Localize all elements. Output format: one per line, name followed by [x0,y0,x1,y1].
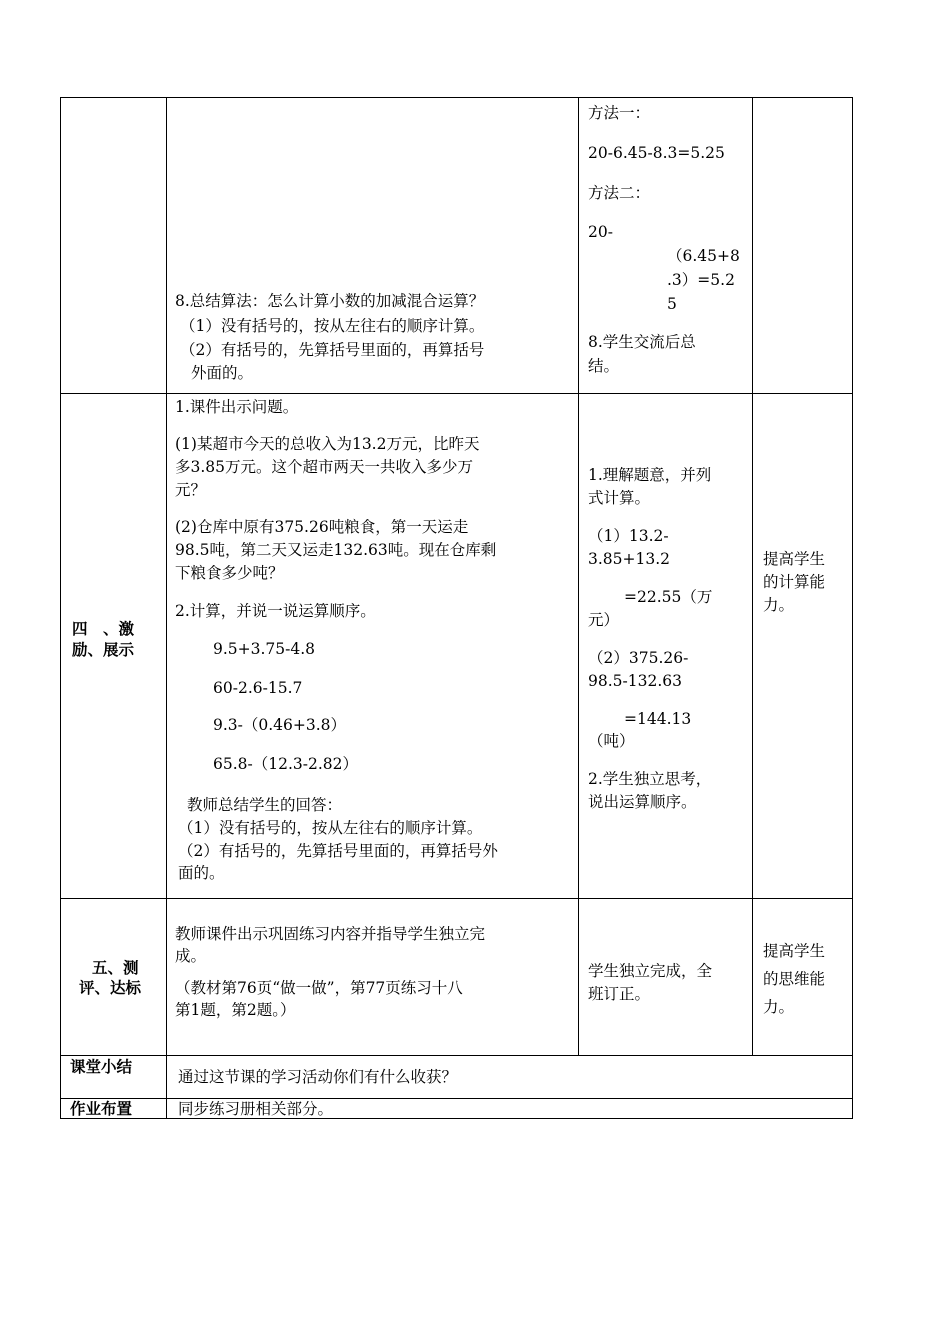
answer-1: 元） [588,611,620,629]
table-border [60,1055,853,1056]
design-intent: 的计算能 [763,573,826,591]
answer-2: （吨） [588,732,635,750]
design-intent: 力。 [763,596,795,614]
student-activity: 班订正。 [588,985,651,1003]
method-two-expr: 20- [588,223,613,241]
student-activity: 8.学生交流后总 [588,333,696,351]
teacher-summary: （2）有括号的，先算括号里面的，再算括号外 [178,842,498,860]
activity-line: 第1题，第2题。） [175,1001,296,1019]
answer-2: =144.13 [624,710,692,728]
calc-expr: 9.3-（0.46+3.8） [213,716,347,734]
table-border [60,97,61,1119]
method-two-expr: 5 [667,295,677,313]
table-border [60,97,853,98]
stage-label: 评、达标 [79,978,142,997]
student-activity: 2.学生独立思考， [588,770,712,788]
student-activity: 学生独立完成，全 [588,962,713,980]
activity-point-1: （1）没有括号的，按从左往右的顺序计算。 [180,317,485,335]
method-two-label: 方法二： [588,184,651,202]
teacher-summary: 面的。 [178,864,225,882]
answer-2: （2）375.26- [588,649,689,667]
summary-label: 课堂小结 [70,1057,133,1076]
activity-line: 2.计算，并说一说运算顺序。 [175,602,376,620]
method-one-expr: 20-6.45-8.3=5.25 [588,144,725,162]
question-2: 下粮食多少吨？ [175,564,284,582]
activity-point-2: （2）有括号的，先算括号里面的，再算括号 [180,341,485,359]
teacher-summary: 教师总结学生的回答： [187,796,343,814]
table-border [852,97,853,1119]
stage-label: 五、测 [92,958,139,977]
table-border [578,97,579,1056]
stage-label: 励、展示 [72,640,135,659]
question-1: 元？ [175,481,207,499]
question-1: (1)某超市今天的总收入为13.2万元，比昨天 [175,435,480,453]
design-intent: 力。 [763,998,795,1016]
table-border [166,97,167,1119]
answer-2: 98.5-132.63 [588,672,682,690]
activity-line: 成。 [175,947,207,965]
method-two-expr: .3）=5.2 [667,271,735,289]
student-activity: 式计算。 [588,489,651,507]
activity-line: 1.课件出示问题。 [175,398,299,416]
teacher-summary: （1）没有括号的，按从左往右的顺序计算。 [178,819,483,837]
activity-title: 8.总结算法：怎么计算小数的加减混合运算？ [175,292,485,310]
calc-expr: 65.8-（12.3-2.82） [213,755,359,773]
design-intent: 的思维能 [763,970,826,988]
activity-line: （教材第76页“做一做”，第77页练习十八 [175,979,463,997]
table-border [60,898,853,899]
summary-text: 通过这节课的学习活动你们有什么收获？ [178,1068,458,1086]
homework-label: 作业布置 [70,1099,133,1118]
answer-1: 3.85+13.2 [588,550,671,568]
student-activity: 1.理解题意，并列 [588,466,712,484]
table-border [752,97,753,1056]
method-one-label: 方法一： [588,104,651,122]
answer-1: =22.55（万 [624,588,713,606]
calc-expr: 60-2.6-15.7 [213,679,303,697]
question-2: (2)仓库中原有375.26吨粮食，第一天运走 [175,518,469,536]
homework-text: 同步练习册相关部分。 [178,1100,334,1118]
method-two-expr: （6.45+8 [667,247,740,265]
question-1: 多3.85万元。这个超市两天一共收入多少万 [175,458,474,476]
activity-line: 教师课件出示巩固练习内容并指导学生独立完 [175,925,486,943]
answer-1: （1）13.2- [588,527,669,545]
student-activity: 说出运算顺序。 [588,793,697,811]
student-activity: 结。 [588,357,620,375]
question-2: 98.5吨，第二天又运走132.63吨。现在仓库剩 [175,541,497,559]
calc-expr: 9.5+3.75-4.8 [213,640,316,658]
stage-label: 四 、激 [72,619,135,638]
design-intent: 提高学生 [763,942,826,960]
table-border [60,393,853,394]
activity-point-2-cont: 外面的。 [191,364,254,382]
design-intent: 提高学生 [763,550,826,568]
